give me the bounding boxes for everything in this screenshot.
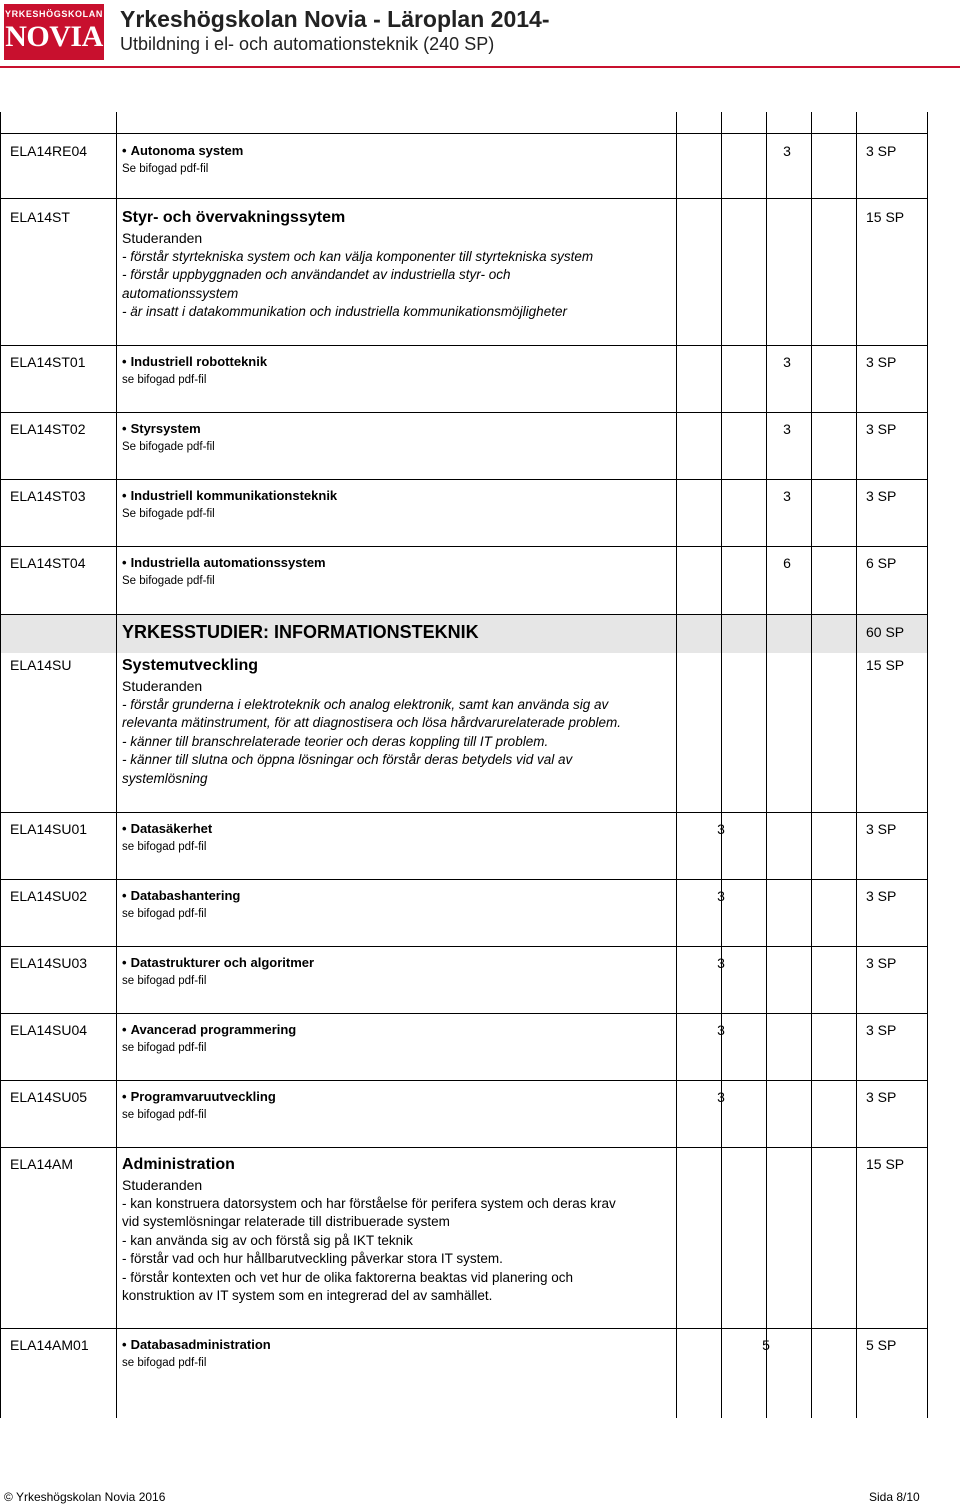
course-code: ELA14AM01 — [10, 1337, 89, 1353]
group-code: ELA14ST — [10, 209, 70, 225]
novia-logo — [4, 4, 104, 60]
course-credits-value: 3 — [783, 354, 791, 370]
grid-hline — [0, 546, 928, 547]
grid-hline — [0, 614, 928, 615]
section-shade-c1 — [677, 615, 721, 653]
pdf-note: se bifogad pdf-fil — [122, 374, 207, 386]
course-code: ELA14SU01 — [10, 821, 88, 837]
course-code: ELA14ST04 — [10, 555, 86, 571]
footer-page-number: Sida 8/10 — [869, 1490, 920, 1504]
grid-hline — [0, 1013, 928, 1014]
course-name: • Datastrukturer och algoritmer — [122, 955, 315, 970]
grid-hline — [0, 479, 928, 480]
group-title: Styr- och övervakningssytem — [122, 209, 346, 226]
pdf-note: se bifogad pdf-fil — [122, 1042, 207, 1054]
course-code: ELA14ST01 — [10, 354, 86, 370]
course-code: ELA14SU03 — [10, 955, 88, 971]
group-sp: 15 SP — [866, 657, 905, 673]
pdf-note: Se bifogade pdf-fil — [122, 575, 215, 587]
group-title: Systemutveckling — [122, 657, 259, 674]
pdf-note: Se bifogade pdf-fil — [122, 441, 215, 453]
grid-hline — [0, 412, 928, 413]
course-code: ELA14SU02 — [10, 888, 88, 904]
grid-vline — [856, 112, 857, 1418]
grid-hline — [0, 345, 928, 346]
logo-brand-text: NOVIA — [5, 20, 103, 53]
group-intro: Studeranden — [122, 1177, 203, 1193]
course-sp: 3 SP — [866, 421, 897, 437]
group-objectives: - förstår styrtekniska system och kan välja komponenter till styrtekniska system - förstår uppbyggnaden och användandet av industriella styr- och automationssystem - är insatt i datakommunikation och industriella kommunikationsmöjligheter — [122, 248, 594, 319]
section-shade-c2 — [722, 615, 766, 653]
course-credits-value: 3 — [717, 1022, 725, 1038]
grid-vline — [811, 112, 812, 1418]
document-subtitle: Utbildning i el- och automationsteknik (240 SP) — [120, 34, 495, 54]
group-sp: 15 SP — [866, 209, 905, 225]
group-sp: 15 SP — [866, 1156, 905, 1172]
grid-hline — [0, 812, 928, 813]
pdf-note: se bifogad pdf-fil — [122, 1109, 207, 1121]
course-sp: 3 SP — [866, 955, 897, 971]
course-name: • Industriell kommunikationsteknik — [122, 488, 338, 503]
course-credits-value: 6 — [783, 555, 791, 571]
course-sp: 3 SP — [866, 354, 897, 370]
course-name: • Datasäkerhet — [122, 821, 213, 836]
document-title: Yrkeshögskolan Novia - Läroplan 2014- — [120, 6, 550, 32]
group-code: ELA14SU — [10, 657, 72, 673]
course-sp: 5 SP — [866, 1337, 897, 1353]
grid-hline — [0, 879, 928, 880]
section-sp: 60 SP — [866, 624, 905, 640]
course-name: • Autonoma system — [122, 143, 244, 158]
course-credits-value: 3 — [783, 488, 791, 504]
course-name: • Avancerad programmering — [122, 1022, 297, 1037]
grid-vline — [116, 112, 117, 1418]
pdf-note: se bifogad pdf-fil — [122, 841, 207, 853]
course-credits-value: 3 — [717, 821, 725, 837]
course-sp: 6 SP — [866, 555, 897, 571]
course-name: • Databasadministration — [122, 1337, 271, 1352]
section-shade-c3 — [767, 615, 811, 653]
section-title: YRKESSTUDIER: INFORMATIONSTEKNIK — [122, 622, 479, 642]
course-sp: 3 SP — [866, 821, 897, 837]
grid-hline — [0, 1147, 928, 1148]
group-intro: Studeranden — [122, 678, 203, 694]
logo-school-text: YRKESHÖGSKOLAN — [5, 9, 103, 19]
group-intro: Studeranden — [122, 230, 203, 246]
pdf-note: se bifogad pdf-fil — [122, 975, 207, 987]
course-sp: 3 SP — [866, 143, 897, 159]
grid-vline — [927, 112, 928, 1418]
course-code: ELA14ST02 — [10, 421, 86, 437]
pdf-note: Se bifogad pdf-fil — [122, 163, 209, 175]
section-shade-c4 — [812, 615, 856, 653]
group-title: Administration — [122, 1156, 235, 1173]
course-credits-value: 3 — [783, 143, 791, 159]
header-rule — [0, 66, 960, 68]
section-shade-left — [1, 615, 116, 653]
course-sp: 3 SP — [866, 1089, 897, 1105]
course-credits-value: 5 — [762, 1337, 770, 1353]
course-name: • Styrsystem — [122, 421, 201, 436]
grid-vline — [0, 112, 1, 1418]
pdf-note: se bifogad pdf-fil — [122, 908, 207, 920]
grid-hline — [0, 133, 928, 134]
grid-hline — [0, 1080, 928, 1081]
course-sp: 3 SP — [866, 1022, 897, 1038]
course-sp: 3 SP — [866, 888, 897, 904]
pdf-note: Se bifogade pdf-fil — [122, 508, 215, 520]
grid-hline — [0, 198, 928, 199]
grid-vline — [721, 112, 722, 1418]
course-name: • Databashantering — [122, 888, 241, 903]
grid-hline — [0, 946, 928, 947]
course-name: • Industriell robotteknik — [122, 354, 268, 369]
course-code: ELA14SU05 — [10, 1089, 88, 1105]
course-name: • Industriella automationssystem — [122, 555, 326, 570]
course-credits-value: 3 — [717, 888, 725, 904]
course-name: • Programvaruutveckling — [122, 1089, 276, 1104]
course-code: ELA14ST03 — [10, 488, 86, 504]
course-sp: 3 SP — [866, 488, 897, 504]
group-objectives: - kan konstruera datorsystem och har förståelse för perifera system och deras krav vid systemlösningar relaterade till distribuerade system - kan använda sig av och förstå sig på IKT teknik - förstår vad och hur hållbarutveckling påverkar stora IT system. - förstår kontexten och vet hur de olika faktorerna beaktas vid planering och konstruktion av IT system som en integrerad del av samhället. — [122, 1195, 616, 1303]
pdf-note: se bifogad pdf-fil — [122, 1357, 207, 1369]
page-header — [0, 0, 960, 68]
course-credits-value: 3 — [717, 955, 725, 971]
course-credits-value: 3 — [783, 421, 791, 437]
group-code: ELA14AM — [10, 1156, 74, 1172]
course-credits-value: 3 — [717, 1089, 725, 1105]
grid-vline — [766, 112, 767, 1418]
group-objectives: - förstår grunderna i elektroteknik och analog elektronik, samt kan använda sig av relevanta mätinstrument, för att diagnostisera och lösa hårdvarurelaterade problem. - känner till branschrelaterade teorier och deras koppling till IT problem. - känner till slutna och öppna lösningar och förstår deras betydels vid val av systemlösning — [122, 696, 622, 786]
grid-hline — [0, 1328, 928, 1329]
course-code: ELA14SU04 — [10, 1022, 88, 1038]
footer-copyright: © Yrkeshögskolan Novia 2016 — [4, 1490, 166, 1504]
course-code: ELA14RE04 — [10, 143, 88, 159]
